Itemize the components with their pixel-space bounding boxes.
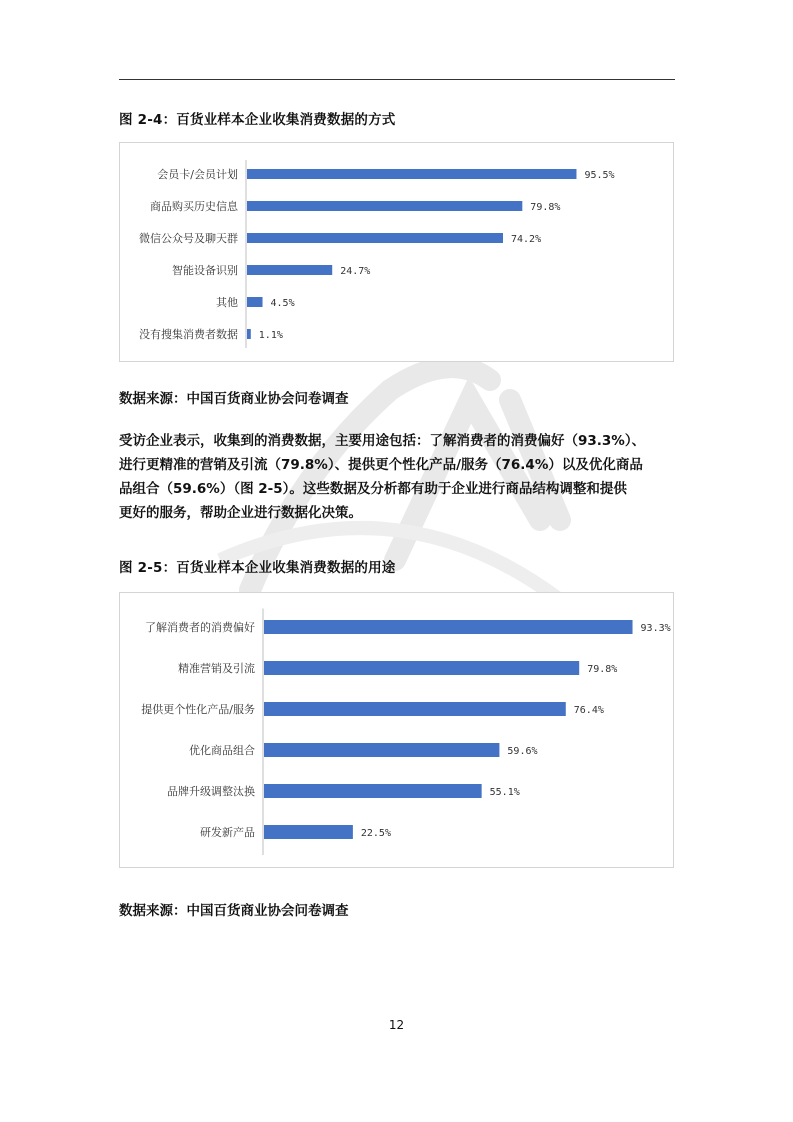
paragraph-line: 品组合（59.6%）（图 2-5）。这些数据及分析都有助于企业进行商品结构调整和提供 [119, 481, 627, 497]
data-source: 数据来源：中国百货商业协会问卷调查 [119, 903, 349, 919]
data-label: 95.5% [584, 170, 615, 181]
bar [247, 169, 576, 179]
figure-title: 图 2-5：百货业样本企业收集消费数据的用途 [119, 560, 396, 576]
data-label: 4.5% [270, 298, 295, 309]
category-label: 提供更个性化产品/服务 [141, 703, 255, 716]
data-label: 76.4% [573, 705, 604, 716]
data-label: 22.5% [360, 828, 391, 839]
category-label: 品牌升级调整汰换 [167, 785, 255, 798]
category-label: 会员卡/会员计划 [157, 168, 238, 181]
bar [247, 297, 263, 307]
paragraph-line: 更好的服务，帮助企业进行数据化决策。 [119, 505, 362, 521]
body-paragraph [119, 429, 679, 525]
chart-frame [119, 592, 674, 868]
category-label: 其他 [216, 296, 238, 309]
data-source: 数据来源：中国百货商业协会问卷调查 [119, 391, 349, 407]
paragraph-line: 受访企业表示，收集到的消费数据，主要用途包括：了解消费者的消费偏好（93.3%）、 [119, 433, 646, 449]
data-label: 24.7% [340, 266, 371, 277]
category-label: 没有搜集消费者数据 [139, 328, 238, 341]
bar [264, 743, 499, 757]
data-label: 79.8% [587, 664, 618, 675]
category-label: 精准营销及引流 [178, 662, 255, 675]
bar [264, 661, 579, 675]
page-number: 12 [388, 1018, 405, 1032]
data-label: 79.8% [530, 202, 561, 213]
category-label: 优化商品组合 [189, 744, 255, 757]
bar [264, 825, 353, 839]
bar [247, 233, 503, 243]
data-label: 1.1% [258, 330, 283, 341]
data-label: 74.2% [510, 234, 542, 245]
paragraph-line: 进行更精准的营销及引流（79.8%）、提供更个性化产品/服务（76.4%）以及优化商品 [119, 457, 643, 473]
bar [264, 784, 482, 798]
bar [264, 620, 633, 634]
category-label: 研发新产品 [200, 826, 255, 839]
bar-chart-data-uses [120, 593, 673, 867]
category-label: 商品购买历史信息 [150, 200, 238, 213]
bar [247, 329, 251, 339]
bar [264, 702, 566, 716]
category-label: 微信公众号及聊天群 [139, 232, 238, 245]
data-label: 55.1% [489, 787, 520, 798]
category-label: 智能设备识别 [172, 264, 238, 277]
chart-frame [119, 142, 674, 362]
header-rule [119, 79, 675, 80]
figure-title: 图 2-4：百货业样本企业收集消费数据的方式 [119, 112, 396, 128]
bar [247, 201, 522, 211]
category-label: 了解消费者的消费偏好 [145, 621, 255, 634]
data-label: 59.6% [507, 746, 538, 757]
bar-chart-collection-methods [120, 143, 673, 361]
data-label: 93.3% [640, 623, 671, 634]
bar [247, 265, 332, 275]
